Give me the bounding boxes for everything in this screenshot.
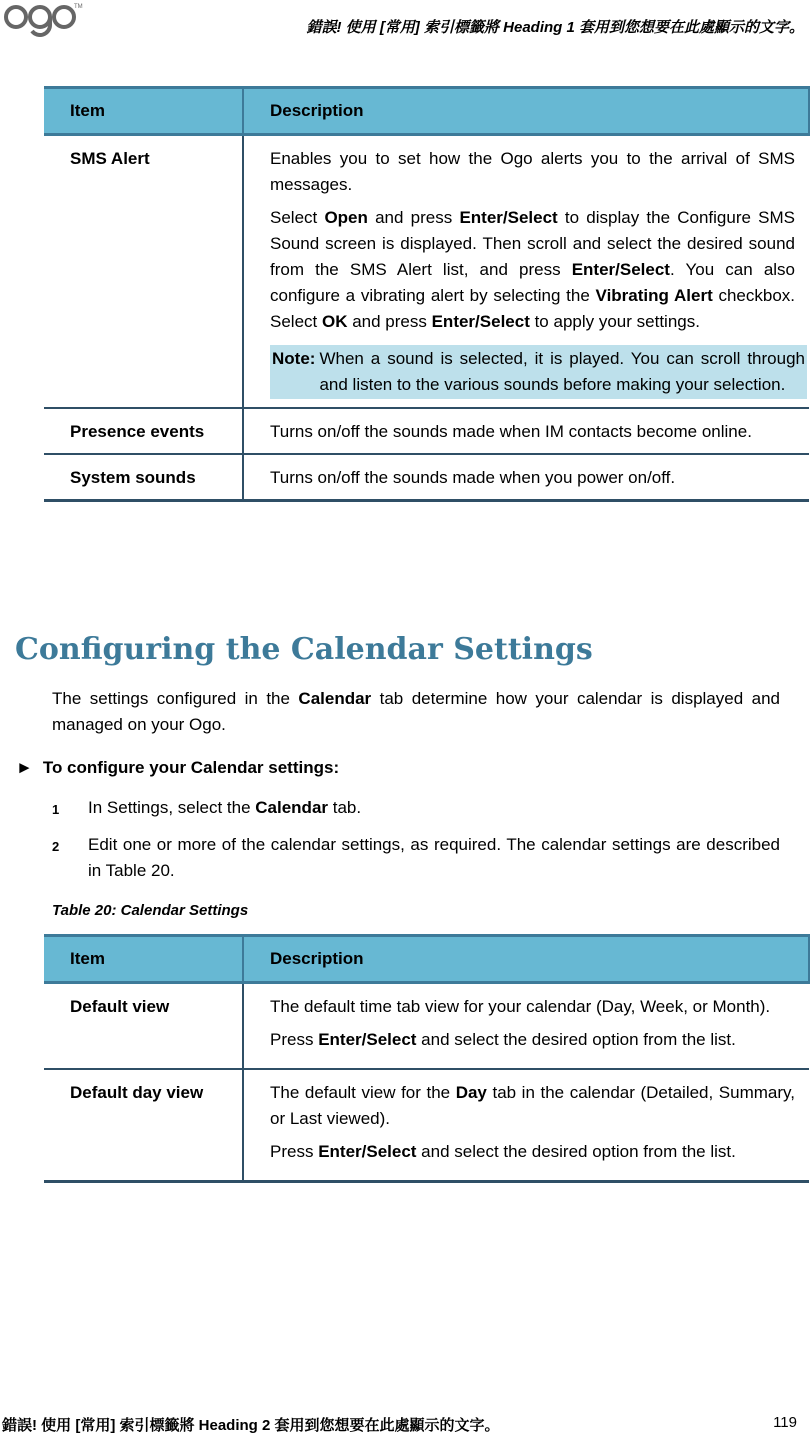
ogo-logo	[4, 0, 84, 38]
list-item	[52, 832, 780, 884]
item-cell: SMS Alert	[44, 135, 243, 409]
column-header-item: Item	[44, 88, 243, 135]
table-caption: Table 20: Calendar Settings	[52, 902, 249, 919]
description-text: Enables you to set how the Ogo alerts you to the arrival of SMS messages.	[270, 149, 795, 194]
item-cell: Default day view	[44, 1069, 243, 1182]
description-text: Press Enter/Select and select the desired option from the list.	[270, 1030, 736, 1049]
procedure-title: ► To configure your Calendar settings:	[16, 758, 340, 777]
description-cell	[243, 1069, 809, 1182]
running-header: 錯誤! 使用 [常用] 索引標籤將 Heading 1 套用到您想要在此處顯示的文字。	[306, 19, 804, 36]
triangle-arrow-icon: ►	[16, 758, 33, 777]
sound-settings-table	[44, 86, 810, 502]
description-cell	[243, 135, 809, 409]
step-text: Edit one or more of the calendar settings, as required. The calendar settings are described in Table 20.	[88, 835, 780, 880]
description-cell: Turns on/off the sounds made when IM contacts become online.	[243, 408, 809, 454]
note-text: When a sound is selected, it is played. You can scroll through and listen to the various sounds before making your selection.	[319, 349, 805, 394]
running-footer: 錯誤! 使用 [常用] 索引標籤將 Heading 2 套用到您想要在此處顯示的文字。	[2, 1417, 500, 1434]
svg-text:TM: TM	[74, 4, 83, 10]
column-header-description: Description	[243, 936, 809, 983]
table-row	[44, 454, 809, 501]
column-header-description: Description	[243, 88, 809, 135]
intro-paragraph: The settings configured in the Calendar tab determine how your calendar is displayed and managed on your Ogo.	[52, 689, 780, 734]
item-cell: Default view	[44, 983, 243, 1070]
description-cell: Turns on/off the sounds made when you power on/off.	[243, 454, 809, 501]
logo-text: ogo	[4, 37, 6, 38]
step-text: In Settings, select the Calendar tab.	[88, 798, 362, 817]
list-item	[52, 795, 780, 823]
item-cell: System sounds	[44, 454, 243, 501]
table-row	[44, 983, 809, 1070]
step-number: 2	[52, 839, 60, 854]
description-text: Press Enter/Select and select the desired option from the list.	[270, 1142, 736, 1161]
table-row	[44, 408, 809, 454]
note-box	[270, 345, 807, 399]
step-number: 1	[52, 802, 60, 817]
section-heading: Configuring the Calendar Settings	[15, 632, 593, 667]
page-number: 119	[773, 1414, 797, 1431]
table-row	[44, 135, 809, 409]
column-header-item: Item	[44, 936, 243, 983]
note-label: Note:	[272, 349, 316, 368]
item-cell: Presence events	[44, 408, 243, 454]
description-text: The default time tab view for your calendar (Day, Week, or Month).	[270, 997, 771, 1016]
description-text: Select Open and press Enter/Select to display the Configure SMS Sound screen is displayed. Then scroll and select the desired sound from the SMS Alert list, and press Enter/Select. You can also configure a vibrating alert by selecting the Vibrating Alert checkbox. Select OK and press Enter/Select to apply your settings.	[270, 208, 796, 331]
table-row	[44, 1069, 809, 1182]
description-cell	[243, 983, 809, 1070]
calendar-settings-table	[44, 934, 810, 1183]
description-text: The default view for the Day tab in the calendar (Detailed, Summary, or Last viewed).	[270, 1083, 795, 1128]
